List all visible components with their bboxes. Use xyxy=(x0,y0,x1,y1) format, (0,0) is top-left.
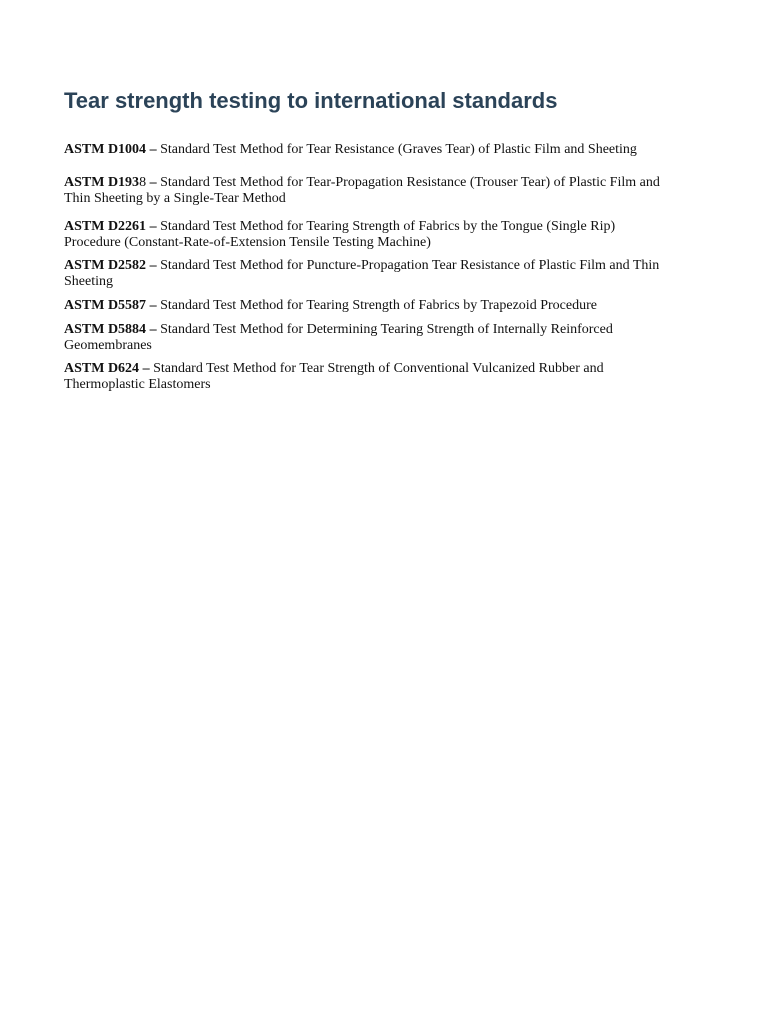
standard-description: Standard Test Method for Tear-Propagation Resistance (Trouser Tear) of Plastic Film and Thin Sheeting by a Single-Tear Method xyxy=(64,175,660,206)
separator: – xyxy=(146,322,161,337)
standard-description: Standard Test Method for Tear Resistance (Graves Tear) of Plastic Film and Sheeting xyxy=(160,142,637,157)
list-item xyxy=(64,219,674,251)
standard-description: Standard Test Method for Tear Strength of Conventional Vulcanized Rubber and Thermoplastic Elastomers xyxy=(64,361,604,392)
standard-description: Standard Test Method for Determining Tearing Strength of Internally Reinforced Geomembranes xyxy=(64,322,613,353)
list-item xyxy=(64,258,674,290)
separator: – xyxy=(139,361,154,376)
separator: – xyxy=(146,298,161,313)
separator: – xyxy=(146,258,161,273)
standard-description: Standard Test Method for Tearing Strength of Fabrics by the Tongue (Single Rip) Procedure (Constant-Rate-of-Extension Tensile Testing Machine) xyxy=(64,219,616,250)
standard-code: ASTM D1004 xyxy=(64,142,147,157)
separator: – xyxy=(146,175,161,190)
list-item xyxy=(64,142,674,158)
standard-code: ASTM D2261 xyxy=(64,219,147,234)
standard-code: ASTM D2582 xyxy=(64,258,147,273)
list-item xyxy=(64,298,674,314)
page-title: Tear strength testing to international standards xyxy=(64,88,558,113)
standard-code: ASTM D624 xyxy=(64,361,140,376)
standard-description: Standard Test Method for Puncture-Propagation Tear Resistance of Plastic Film and Thin Sheeting xyxy=(64,258,660,289)
standard-description: Standard Test Method for Tearing Strength of Fabrics by Trapezoid Procedure xyxy=(160,298,597,313)
standard-code: ASTM D193 xyxy=(64,175,140,190)
separator: – xyxy=(146,219,161,234)
standard-code-suffix: 8 xyxy=(139,175,147,190)
standard-code: ASTM D5884 xyxy=(64,322,147,337)
list-item xyxy=(64,322,674,354)
separator: – xyxy=(146,142,161,157)
standard-code: ASTM D5587 xyxy=(64,298,147,313)
list-item xyxy=(64,361,674,393)
list-item xyxy=(64,175,674,207)
standards-list xyxy=(64,142,674,393)
